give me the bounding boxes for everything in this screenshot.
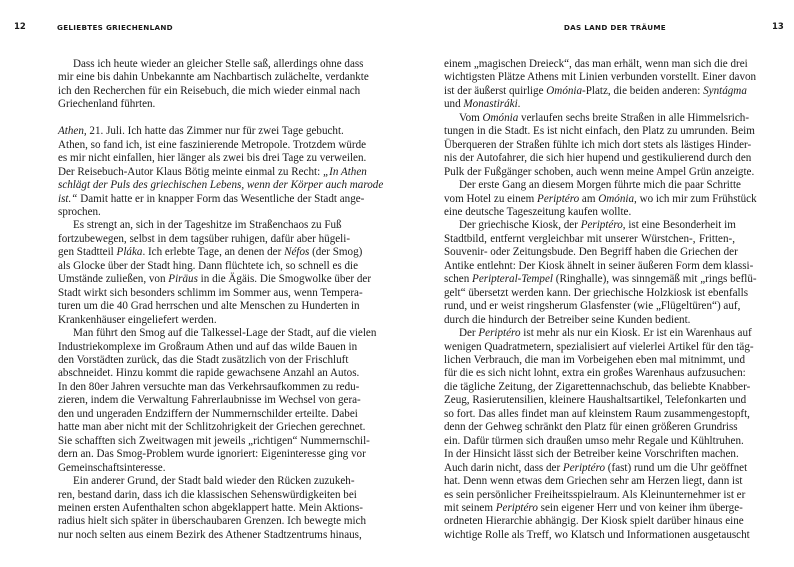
text-line: es sein persönlicher Freiheitsspielraum. Als Kleinunternehmer ist er (444, 488, 746, 501)
text-line: dern an. Das Smog-Problem wurde ignoriert: Eigeninteresse ging vor (58, 448, 366, 461)
text-line: einem „magischen Dreieck“, das man erhält, wenn man sich die drei (444, 58, 748, 70)
text-line: abschneidet. Hinzu kommt die rapide gewachsene Anzahl an Autos. (58, 367, 360, 380)
text-line: wenigen Quadratmetern, spezialisiert auf vielerlei Artikel für den täg- (444, 340, 754, 353)
text-line: nis der Autofahrer, die sich hier hupend und gestikulierend durch den (444, 152, 752, 165)
text-line: Überqueren der Straßen fühlte ich mich dort stets als lästiges Hinder- (444, 138, 752, 151)
text-line: Stadtbild, entfernt vergleichbar mit unserer Würstchen-, Fritten-, (444, 232, 735, 245)
text-line: Athen, so fand ich, ist eine faszinierende Metropole. Trotzdem würde (58, 138, 367, 151)
text-line: Krankenhäuser eingeliefert werden. (58, 313, 217, 326)
text-line: mit seinem Periptéro sein eigener Herr und von keiner ihm überge- (444, 501, 743, 514)
text-line: tungen in die Stadt. Es ist nicht einfach, den Platz zu umrunden. Beim (444, 125, 755, 138)
right-page (397, 0, 794, 567)
text-line: Dass ich heute wieder an gleicher Stelle saß, allerdings ohne dass (73, 58, 364, 70)
text-line: für die es sich nicht lohnt, extra ein großes Warenhaus aufzusuchen: (444, 367, 746, 380)
text-line: meinen ersten Aufenthalten schon abgeklappert hatte. Mein Aktions- (58, 501, 363, 514)
text-line: In der Hinsicht lässt sich der Betreiber keine Vorschriften machen. (444, 448, 739, 461)
text-line: so fort. Das alles findet man auf kleinstem Raum zusammengestopft, (444, 407, 750, 420)
text-line: Souvenir- oder Zeitungsbude. Den Begriff haben die Griechen der (444, 246, 738, 259)
text-line: rund, und er weist ringsherum Glasfenster (wie „Flügeltüren“) auf, (444, 300, 741, 313)
text-line: Griechenland führten. (58, 98, 156, 111)
text-line: den und ungeraden Endziffern der Nummernschilder erteilte. Dabei (58, 407, 358, 420)
text-line: Athen, 21. Juli. Ich hatte das Zimmer nur für zwei Tage gebucht. (58, 125, 344, 138)
text-line: Industriekomplexe im Großraum Athen und auf das wilde Bauen in (58, 340, 358, 353)
text-line: Der erste Gang an diesem Morgen führte mich die paar Schritte (459, 179, 741, 192)
text-line: als Glocke über der Stadt hing. Dann flüchtete ich, so schnell es die (58, 259, 359, 272)
text-line: Ein anderer Grund, der Stadt bald wieder den Rücken zuzukeh- (73, 475, 355, 488)
text-line: Stadt wirkt sich besonders schlimm im Sommer aus, wenn Tempera- (58, 286, 363, 299)
text-line: Auch darin nicht, dass der Periptéro (fast) rund um die Uhr geöffnet (444, 461, 748, 474)
text-line: ist.“ Damit hatte er in knapper Form das Wesentliche der Stadt ange- (58, 192, 365, 205)
text-line: radius hielt sich später in überschaubaren Grenzen. Ich bewegte mich (58, 515, 367, 528)
text-line: Zeug, Rasierutensilien, kleinere Haushaltsartikel, Telefonkarten und (444, 394, 747, 407)
text-line: wichtige Rolle als Treff, wo Klatsch und Informationen ausgetauscht (444, 528, 750, 541)
text-line: fortzubewegen, selbst in dem tagsüber ruhigen, dafür aber hügeli- (58, 232, 351, 245)
running-header: DAS LAND DER TRÄUME (563, 23, 666, 32)
page-number: 13 (772, 22, 784, 32)
text-line: den Vorstädten zurück, das die Stadt zusätzlich von der Frischluft (58, 353, 349, 366)
text-line: ordneten Hierarchie abhängig. Der Kiosk spielt darüber hinaus eine (444, 515, 744, 528)
text-line: ich den Recherchen für ein Reisebuch, die mich wieder einmal nach (58, 84, 361, 97)
text-line: Pulk der Fußgänger schoben, auch wenn meine Ampel Grün anzeigte. (444, 165, 755, 178)
text-line: und Monastiráki. (444, 98, 521, 111)
text-line: Antike entlehnt: Der Kiosk ähnelt in seiner äußeren Form dem klassi- (444, 259, 754, 272)
text-line: hat. Denn wenn etwas dem Griechen sehr am Herzen liegt, dann ist (444, 475, 743, 488)
body-text (444, 58, 757, 542)
text-line: Gemeinschaftsinteresse. (58, 461, 166, 474)
text-line: In den 80er Jahren versuchte man das Verkehrsaufkommen zu redu- (58, 380, 360, 393)
text-line: gen Stadtteil Pláka. Ich erlebte Tage, an denen der Néfos (der Smog) (58, 246, 363, 259)
text-line: sprochen. (58, 205, 101, 218)
text-line: Es strengt an, sich in der Tageshitze im Straßenchaos zu Fuß (73, 219, 342, 232)
text-line: eine deutsche Tageszeitung kaufen wollte. (444, 205, 632, 218)
text-line: Man führt den Smog auf die Talkessel-Lage der Stadt, auf die vielen (73, 327, 377, 340)
text-line: Der Periptéro ist mehr als nur ein Kiosk. Er ist ein Warenhaus auf (459, 327, 752, 340)
text-line: die tägliche Zeitung, der Zigarettennachschub, das beliebte Knabber- (444, 380, 751, 393)
text-line: Der Reisebuch-Autor Klaus Bötig meinte einmal zu Recht: „In Athen (58, 165, 367, 178)
page-number: 12 (14, 22, 26, 32)
body-text (58, 58, 384, 542)
text-line: ist der äußerst quirlige Omónia-Platz, die beiden anderen: Syntágma (444, 84, 747, 97)
text-line: ein. Dafür türmen sich draußen umso mehr Regale und Kühltruhen. (444, 434, 744, 447)
running-header: GELIEBTES GRIECHENLAND (57, 23, 173, 32)
text-line: wichtigsten Plätze Athens mit Linien verbunden vorstellt. Einer davon (444, 71, 757, 84)
text-line: ren, bestand darin, dass ich die klassischen Sehenswürdigkeiten bei (58, 488, 357, 501)
text-line: vom Hotel zu einem Periptéro am Omónia, wo ich mir zum Frühstück (444, 192, 757, 205)
text-line: gelt“ übersetzt werden kann. Der griechische Holzkiosk ist ebenfalls (444, 286, 749, 299)
text-line: durch die hindurch der Betreiber seine Kunden bedient. (444, 313, 691, 326)
text-line: Der griechische Kiosk, der Periptéro, ist eine Besonderheit im (459, 219, 736, 232)
text-line: schlägt der Puls des griechischen Lebens, wenn der Körper auch marode (58, 179, 384, 192)
text-line: es mir nicht einfallen, hier länger als zwei bis drei Tage zu verweilen. (58, 152, 367, 165)
text-line: nur noch selten aus einem Bezirk des Athener Stadtzentrums hinaus, (58, 528, 362, 541)
text-line: mir eine bis dahin Unbekannte am Nachbartisch zulächelte, verdankte (58, 71, 369, 84)
text-line: lichen Verbrauch, die man im Vorbeigehen eben mal mitnimmt, und (444, 353, 746, 366)
text-line: Umstände zuließen, von Piräus in die Ägäis. Die Smogwolke über der (58, 273, 372, 286)
text-line: denn der Gehweg schränkt den Platz für einen größeren Grundriss (444, 421, 738, 434)
text-line: Vom Omónia verlaufen sechs breite Straßen in alle Himmelsrich- (459, 111, 750, 124)
text-line: turen um die 40 Grad herrschen und alte Menschen zu Hunderten in (58, 300, 360, 313)
text-line (58, 112, 339, 125)
text-line: zieren, indem die Verwaltung Fahrerlaubnisse im Wechsel von gera- (58, 394, 361, 407)
text-line: schen Peripteral-Tempel (Ringhalle), was sinngemäß mit „rings beflü- (444, 273, 757, 286)
text-line: hatte man aber nicht mit der Schlitzohrigkeit der Griechen gerechnet. (58, 421, 366, 434)
text-line: Sie schafften sich Zweitwagen mit jeweils „richtigen“ Nummernschil- (58, 434, 370, 447)
